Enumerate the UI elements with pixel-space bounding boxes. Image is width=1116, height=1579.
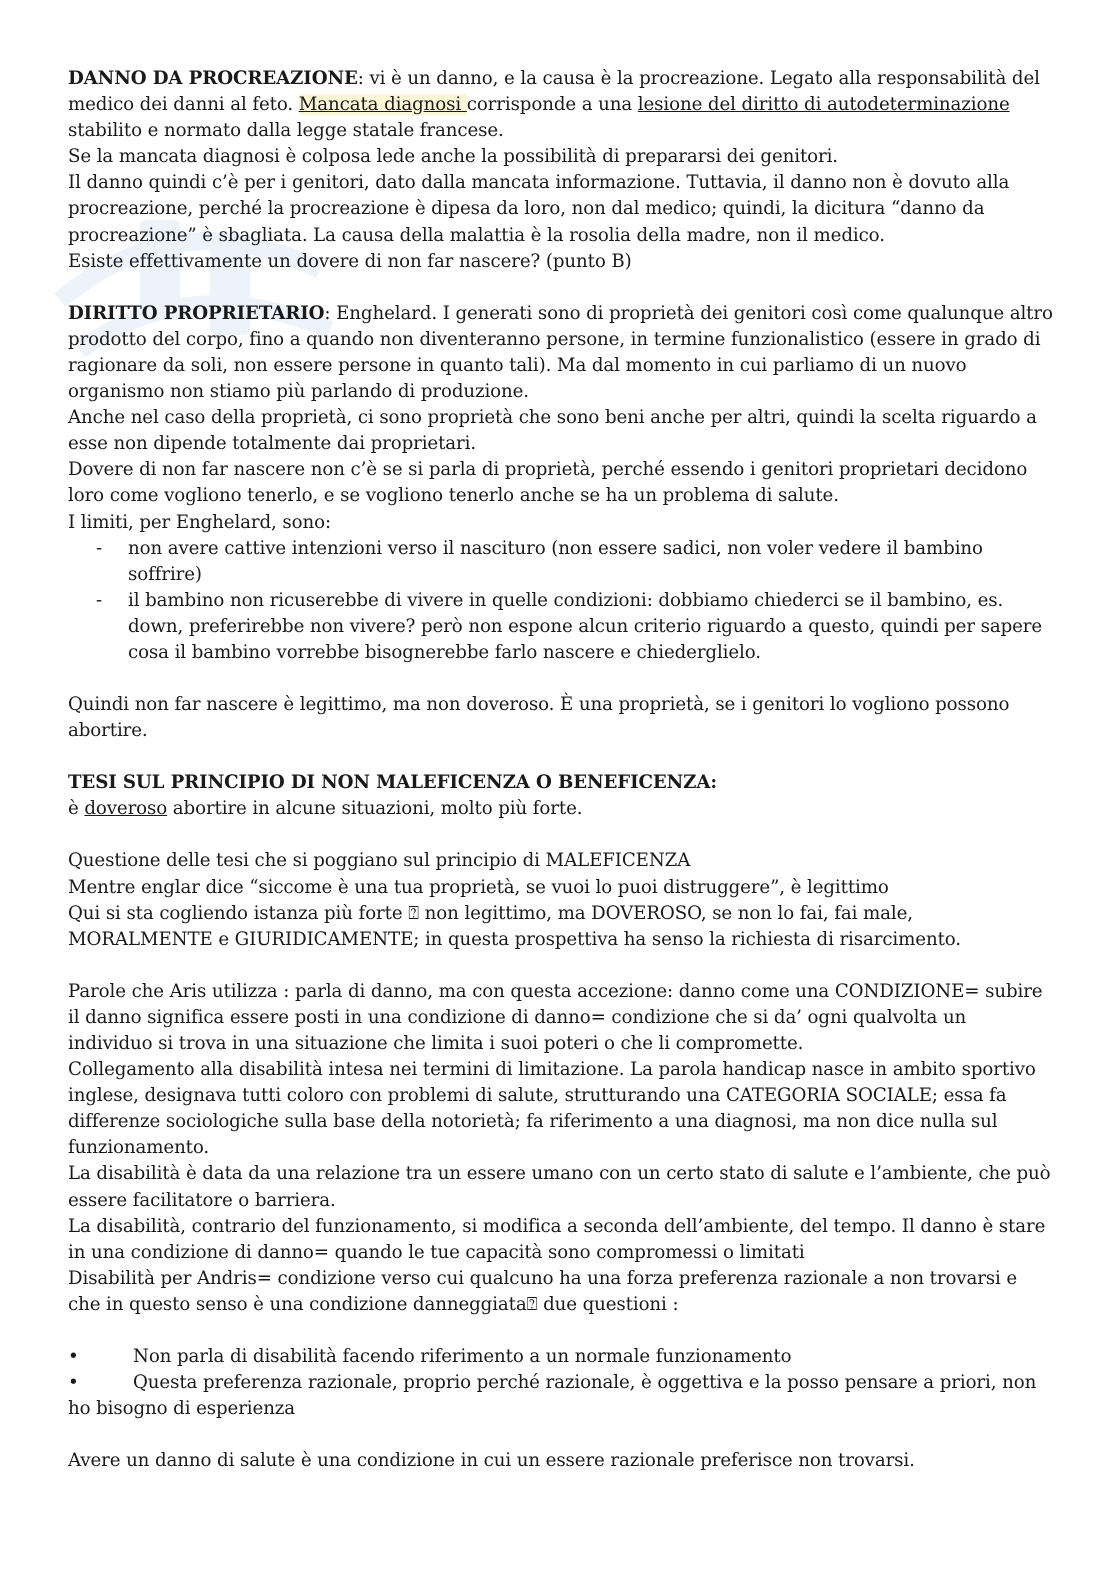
heading-diritto-proprietario: DIRITTO PROPRIETARIO [68, 302, 325, 324]
highlight-mancata-diagnosi: Mancata diagnosi [298, 94, 467, 116]
paragraph: La disabilità, contrario del funzionamento, si modifica a seconda dell’ambiente, del tempo. Il danno è stare in una condizione di danno= quando le tue capacità sono compromessi o limitati [68, 1215, 1046, 1263]
list-item: • Non parla di disabilità facendo riferimento a un normale funzionamento [68, 1344, 1053, 1370]
bullet-icon: • [68, 1372, 79, 1394]
paragraph: Anche nel caso della proprietà, ci sono proprietà che sono beni anche per altri, quindi la scelta riguardo a esse non dipende totalmente dai proprietari. [68, 407, 1037, 455]
paragraph: Qui si sta cogliendo istanza più forte ⍰ non legittimo, ma DOVEROSO, se non lo fai, fai male, MORALMENTE e GIURIDICAMENTE; in questa prospettiva ha senso la richiesta di risarcimento. [68, 902, 961, 950]
heading-tesi-maleficenza: TESI SUL PRINCIPIO DI NON MALEFICENZA O BENEFICENZA: [68, 772, 717, 794]
paragraph: Collegamento alla disabilità intesa nei termini di limitazione. La parola handicap nasce in ambito sportivo inglese, designava tutti coloro con problemi di salute, strutturando una CATEGORIA SOCIALE; essa fa differenze sociologiche sulla base della notorietà; fa riferimento a una diagnosi, ma non dice nulla sul funzionamento. [68, 1059, 1036, 1159]
paragraph: Disabilità per Andris= condizione verso cui qualcuno ha una forza preferenza razionale a non trovarsi e che in questo senso è una condizione danneggiata⍰ due questioni : [68, 1267, 1018, 1315]
underline-lesione: lesione del diritto di autodeterminazione [637, 94, 1010, 116]
underline-doveroso: doveroso [84, 798, 168, 820]
paragraph: Parole che Aris utilizza : parla di danno, ma con questa accezione: danno come una CONDIZIONE= subire il danno significa essere posti in una condizione di danno= condizione che si da’ ogni qualvolta un individuo si trova in una situazione che limita i suoi poteri o che li compromette. [68, 980, 1043, 1054]
list-item: • Questa preferenza razionale, proprio perché razionale, è oggettiva e la posso pensare a priori, non ho bisogno di esperienza [68, 1372, 1037, 1420]
paragraph: Questione delle tesi che si poggiano sul principio di MALEFICENZA [68, 850, 691, 872]
paragraph: Il danno quindi c’è per i genitori, dato dalla mancata informazione. Tuttavia, il danno non è dovuto alla procreazione, perché la procreazione è dipesa da loro, non dal medico; quindi, la dicitura “danno da procreazione” è sbagliata. La causa della malattia è la rosolia della madre, non il medico. [68, 172, 1010, 246]
section-danno-procreazione: DANNO DA PROCREAZIONE: vi è un danno, e la causa è la procreazione. Legato alla responsabilità del medico dei danni al feto. Mancata diagnosi corrisponde a una lesione del diritto di autodeterminazione stabilito e normato dalla legge statale francese. [68, 68, 1040, 142]
questions-list [68, 1344, 1053, 1422]
section-diritto-proprietario: DIRITTO PROPRIETARIO: Enghelard. I generati sono di proprietà dei genitori così come qualunque altro prodotto del corpo, fino a quando non diventeranno persone, in termine funzionalistico (essere in grado di ragionare da soli, non essere persone in quanto tali). Ma dal momento in cui parliamo di un nuovo organismo non stiamo più parlando di produzione. [68, 302, 1053, 403]
paragraph: I limiti, per Enghelard, sono: [68, 511, 331, 533]
list-item: - il bambino non ricuserebbe di vivere in quelle condizioni: dobbiamo chiederci se il bambino, es. down, preferirebbe non vivere? però non espone alcun criterio riguardo a questo, quindi per sapere cosa il bambino vorrebbe bisognerebbe farlo nascere e chiederglielo. [128, 588, 1053, 666]
paragraph: è doveroso abortire in alcune situazioni, molto più forte. [68, 798, 583, 820]
paragraph-final: Avere un danno di salute è una condizione in cui un essere razionale preferisce non trovarsi. [68, 1450, 915, 1472]
paragraph: Se la mancata diagnosi è colposa lede anche la possibilità di prepararsi dei genitori. [68, 146, 838, 168]
document-page [68, 66, 1053, 1474]
limits-list [68, 536, 1053, 666]
paragraph: La disabilità è data da una relazione tra un essere umano con un certo stato di salute e l’ambiente, che può essere facilitatore o barriera. [68, 1163, 1051, 1211]
paragraph: Mentre englar dice “siccome è una tua proprietà, se vuoi lo puoi distruggere”, è legittimo [68, 876, 889, 898]
paragraph: Esiste effettivamente un dovere di non far nascere? (punto B) [68, 250, 632, 272]
bullet-icon: • [68, 1346, 79, 1368]
heading-danno-procreazione: DANNO DA PROCREAZIONE [68, 68, 358, 89]
list-item: - non avere cattive intenzioni verso il nascituro (non essere sadici, non voler vedere il bambino soffrire) [128, 536, 1053, 588]
paragraph: Dovere di non far nascere non c’è se si parla di proprietà, perché essendo i genitori proprietari decidono loro come vogliono tenerlo, e se vogliono tenerlo anche se ha un problema di salute. [68, 459, 1028, 507]
paragraph: Quindi non far nascere è legittimo, ma non doveroso. È una proprietà, se i genitori lo vogliono possono abortire. [68, 694, 1010, 742]
